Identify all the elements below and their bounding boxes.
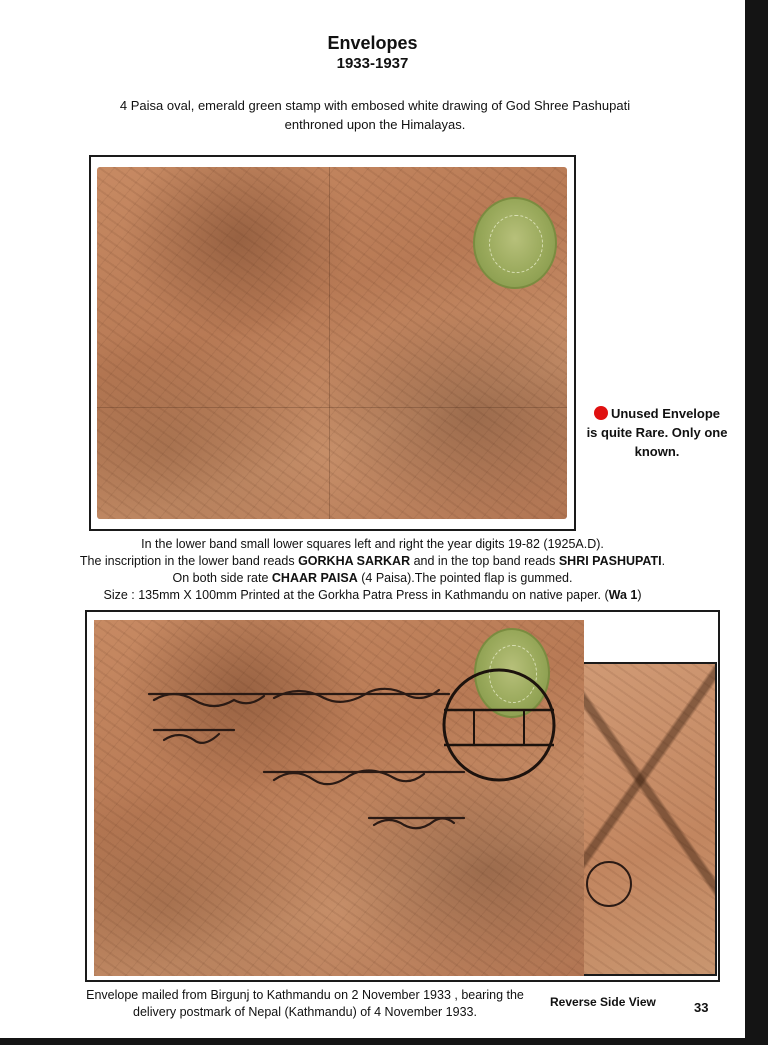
fold-line (97, 407, 567, 408)
fold-line (329, 167, 330, 519)
reverse-side-label: Reverse Side View (550, 995, 656, 1009)
intro-text (80, 96, 670, 134)
note-line-2: is quite Rare. Only one (586, 425, 728, 440)
envelope-reverse-image (567, 662, 717, 976)
desc-line-4: Size : 135mm X 100mm Printed at the Gorkha Patra Press in Kathmandu on native paper. (Wa 1) (103, 588, 642, 602)
envelope-description (40, 536, 705, 604)
birgunj-postmark (434, 660, 564, 790)
stamp-deity-drawing (489, 215, 542, 273)
desc-line-2: The inscription in the lower band reads GORKHA SARKAR and in the top band reads SHRI PASHUPATI. (79, 554, 666, 568)
note-line-1: Unused Envelope (610, 406, 721, 421)
page-years: 1933-1937 (336, 55, 409, 72)
page-number: 33 (694, 1000, 709, 1015)
used-envelope-caption (80, 987, 530, 1021)
caption-line-2: delivery postmark of Nepal (Kathmandu) of 4 November 1933. (133, 1005, 477, 1019)
intro-line-1: 4 Paisa oval, emerald green stamp with embosed white drawing of God Shree Pashupati (119, 98, 631, 113)
red-dot-icon (594, 406, 608, 420)
page-title: Envelopes (327, 33, 418, 53)
intro-line-2: enthroned upon the Himalayas. (284, 117, 466, 132)
unused-envelope-frame (89, 155, 576, 531)
note-line-3: known. (634, 444, 680, 459)
used-envelope-image (94, 620, 584, 976)
unused-envelope-image (97, 167, 567, 519)
used-envelope-frame (85, 610, 720, 982)
desc-line-3: On both side rate CHAAR PAISA (4 Paisa).The pointed flap is gummed. (172, 571, 573, 585)
embossed-stamp (473, 197, 557, 289)
rarity-note (582, 404, 732, 461)
caption-line-1: Envelope mailed from Birgunj to Kathmandu on 2 November 1933 , bearing the (86, 988, 524, 1002)
desc-line-1: In the lower band small lower squares left and right the year digits 19-82 (1925A.D). (141, 537, 604, 551)
reverse-postmark (569, 664, 715, 974)
